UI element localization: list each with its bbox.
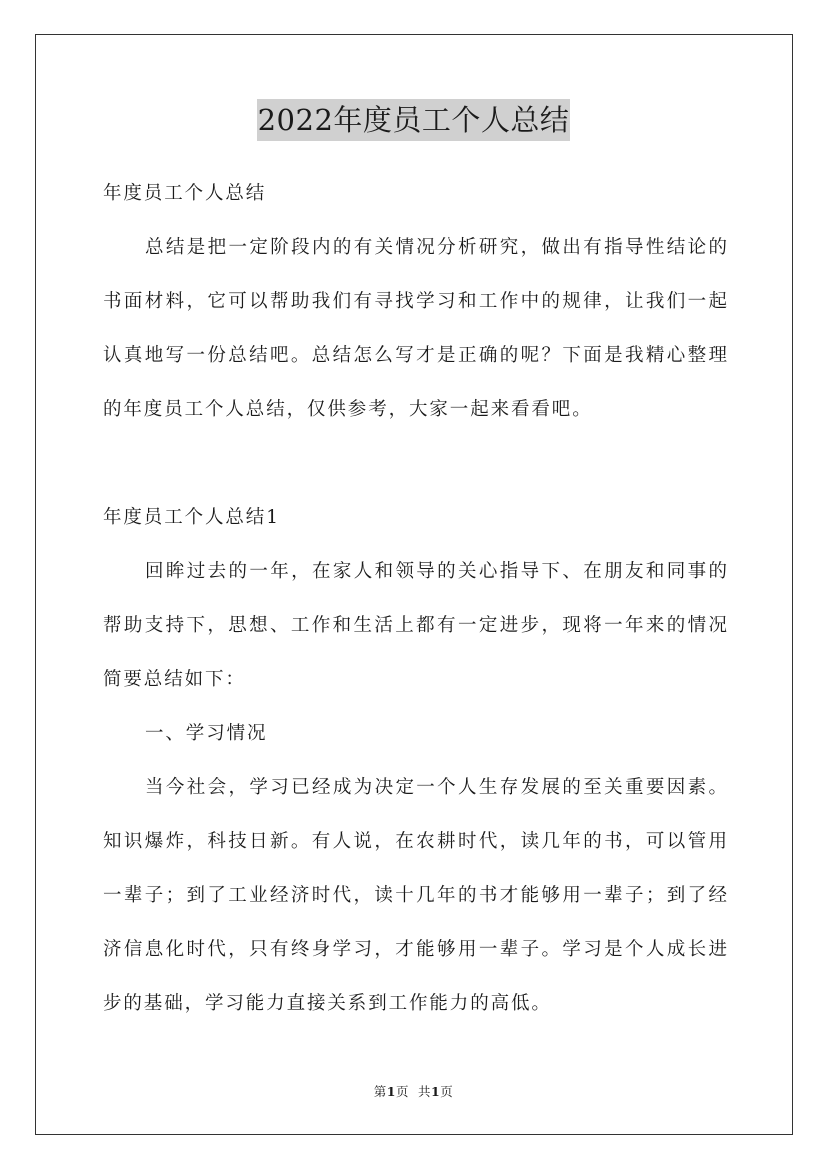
footer-total-prefix: 共	[417, 1084, 431, 1099]
paragraph-line: 回眸过去的一年，在家人和领导的关心指导下、在朋友和同事的	[145, 561, 727, 582]
paragraph-line: 帮助支持下，思想、工作和生活上都有一定进步，现将一年来的情况	[103, 615, 727, 636]
footer-total-pages: 1	[430, 1084, 441, 1099]
footer-page-number: 1	[386, 1084, 396, 1099]
footer-prefix: 第	[373, 1084, 387, 1099]
footer-page-suffix: 页	[396, 1084, 410, 1099]
document-title: 2022年度员工个人总结	[257, 99, 571, 141]
paragraph-line: 当今社会，学习已经成为决定一个人生存发展的至关重要因素。	[145, 777, 727, 798]
section-heading: 年度员工个人总结1	[103, 507, 280, 528]
title-container	[0, 99, 827, 141]
paragraph-line: 步的基础，学习能力直接关系到工作能力的高低。	[103, 993, 552, 1014]
paragraph-line: 简要总结如下：	[103, 669, 246, 690]
paragraph-line: 知识爆炸，科技日新。有人说，在农耕时代，读几年的书，可以管用	[103, 831, 727, 852]
subsection-heading: 一、学习情况	[145, 723, 268, 744]
section-heading: 年度员工个人总结	[103, 183, 267, 204]
page-footer	[0, 1083, 827, 1101]
footer-total-suffix: 页	[440, 1084, 454, 1099]
paragraph-line: 济信息化时代，只有终身学习，才能够用一辈子。学习是个人成长进	[103, 939, 727, 960]
paragraph-line: 认真地写一份总结吧。总结怎么写才是正确的呢？下面是我精心整理	[103, 345, 727, 366]
paragraph-line: 一辈子；到了工业经济时代，读十几年的书才能够用一辈子；到了经	[103, 885, 727, 906]
paragraph-line: 总结是把一定阶段内的有关情况分析研究，做出有指导性结论的	[145, 237, 727, 258]
paragraph-line: 书面材料，它可以帮助我们有寻找学习和工作中的规律，让我们一起	[103, 291, 727, 312]
paragraph-line: 的年度员工个人总结，仅供参考，大家一起来看看吧。	[103, 399, 593, 420]
